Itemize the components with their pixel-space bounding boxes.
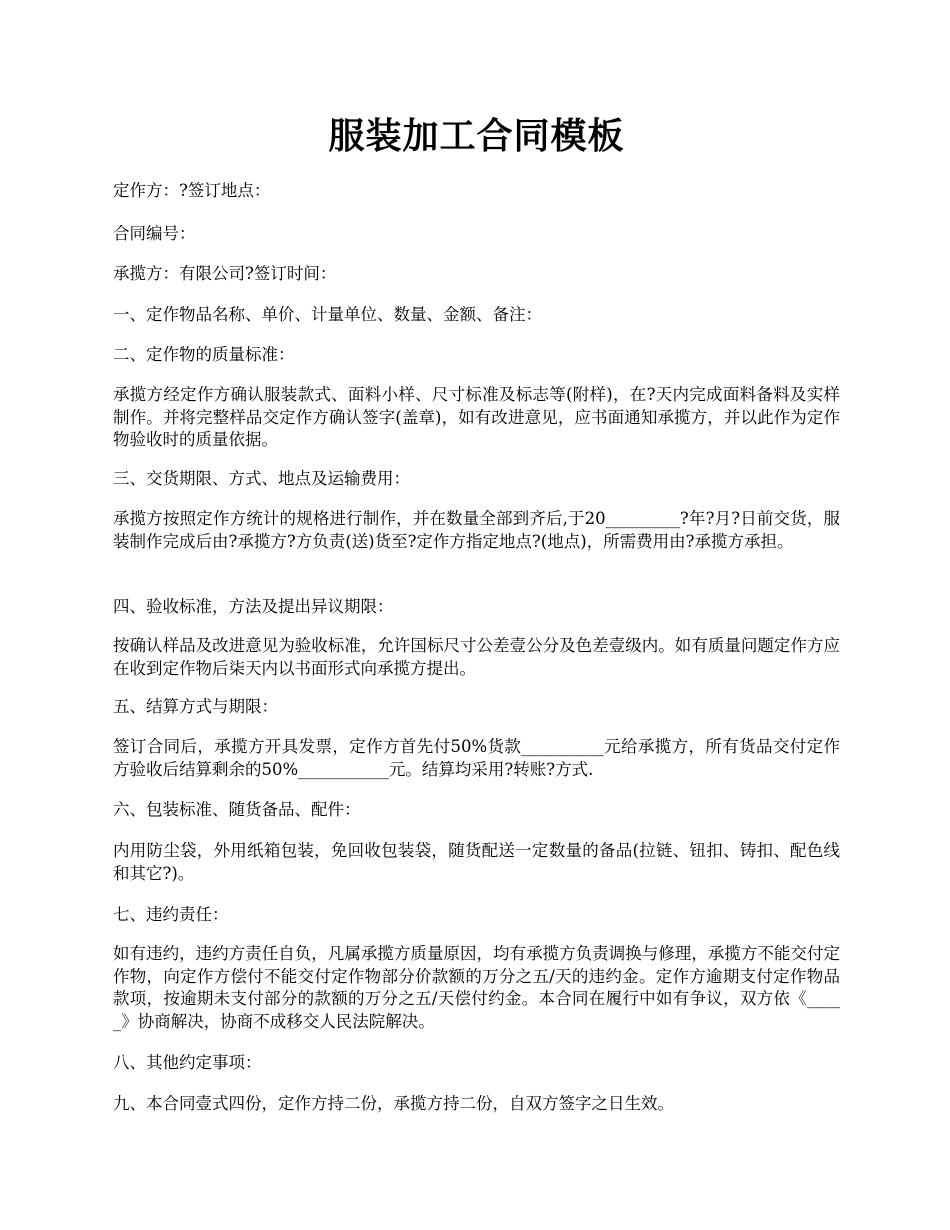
paragraph-section-9-body: 九、本合同壹式四份，定作方持二份，承揽方持二份，自双方签字之日生效。	[113, 1094, 674, 1113]
paragraph-section-1-heading: 一、定作物品名称、单价、计量单位、数量、金额、备注：	[113, 305, 542, 324]
document-title: 服装加工合同模板	[328, 115, 625, 157]
paragraph-orderer-signing-place: 定作方：?签订地点：	[113, 181, 271, 200]
paragraph-section-4-heading: 四、验收标准，方法及提出异议期限：	[113, 597, 394, 616]
paragraph-section-5-heading: 五、结算方式与期限：	[113, 697, 278, 716]
paragraph-section-6-heading: 六、包装标准、随货备品、配件：	[113, 800, 361, 819]
paragraph-contractor-signing-time: 承揽方：有限公司?签订时间：	[113, 264, 337, 283]
paragraph-contract-number: 合同编号：	[113, 224, 196, 243]
paragraph-section-2-body: 承揽方经定作方确认服装款式、面料小样、尺寸标准及标志等(附样)，在?天内完成面料备料及实样制作。并将完整样品交定作方确认签字(盖章)，如有改进意见，应书面通知承揽方，并以此作为定作物验收时的质量依据。	[113, 385, 840, 449]
paragraph-section-4-body: 按确认样品及改进意见为验收标准，允许国标尺寸公差壹公分及色差壹级内。如有质量问题定作方应在收到定作物后柒天内以书面形式向承揽方提出。	[113, 636, 840, 678]
paragraph-section-3-heading: 三、交货期限、方式、地点及运输费用：	[113, 469, 410, 488]
paragraph-section-7-body: 如有违约，违约方责任自负，凡属承揽方质量原因，均有承揽方负责调换与修理，承揽方不能交付定作物，向定作方偿付不能交付定作物部分价款额的万分之五/天的违约金。定作方逾期支付定作物品款项，按逾期未支付部分的款额的万分之五/天偿付约金。本合同在履行中如有争议，双方依《_____》协商解决，协商不成移交人民法院解决。	[113, 944, 840, 1031]
paragraph-section-6-body: 内用防尘袋，外用纸箱包装，免回收包装袋，随货配送一定数量的备品(拉链、钮扣、铸扣、配色线和其它?)。	[113, 841, 840, 883]
paragraph-section-3-body: 承揽方按照定作方统计的规格进行制作，并在数量全部到齐后,于20_________?年?月?日前交货，服装制作完成后由?承揽方?方负责(送)货至?定作方指定地点?(地点)，所需费用由?承揽方承担。	[113, 509, 840, 551]
paragraph-section-8-heading: 八、其他约定事项：	[113, 1053, 262, 1072]
paragraph-section-2-heading: 二、定作物的质量标准：	[113, 345, 295, 364]
paragraph-section-5-body: 签订合同后，承揽方开具发票，定作方首先付50%货款__________元给承揽方，所有货品交付定作方验收后结算剩余的50%___________元。结算均采用?转账?方式.	[113, 737, 840, 779]
paragraph-section-7-heading: 七、违约责任：	[113, 905, 229, 924]
